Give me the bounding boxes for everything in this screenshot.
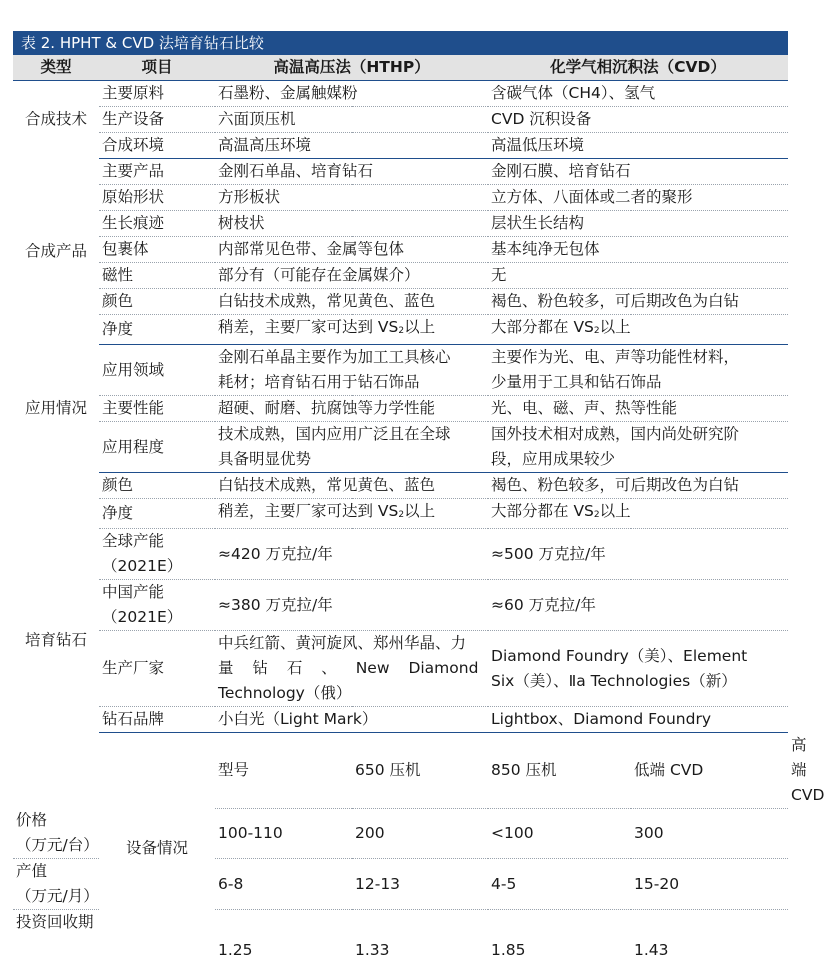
- table-row: [13, 133, 788, 159]
- item-label: 净度: [99, 499, 215, 529]
- item-label: 主要性能: [99, 396, 215, 422]
- table-row: [13, 159, 788, 185]
- table-row: [13, 107, 788, 133]
- table-row: [13, 211, 788, 237]
- hthp-value: 六面顶压机: [215, 107, 488, 133]
- cvd-value: 光、电、磁、声、热等性能: [488, 396, 788, 422]
- item-label: 生产设备: [99, 107, 215, 133]
- line: （2021E）: [102, 554, 215, 579]
- table-row: [13, 345, 788, 396]
- cvd-value: [488, 422, 788, 473]
- cvd-value: [488, 345, 788, 396]
- purity-text: 稍差，主要厂家可达到 VS: [218, 502, 398, 520]
- line: 中国产能: [102, 580, 215, 605]
- item-label: 型号: [215, 733, 352, 809]
- header-row: [13, 55, 788, 81]
- table-row: [13, 422, 788, 473]
- table-row: [13, 580, 788, 631]
- line: Six（美）、Ⅱa Technologies（新）: [491, 669, 788, 694]
- table-row: [13, 237, 788, 263]
- line: 价格: [16, 808, 99, 833]
- item-label: [13, 859, 99, 910]
- table-title: 表 2. HPHT & CVD 法培育钻石比较: [13, 31, 788, 55]
- price-value: 300: [631, 808, 788, 859]
- subscript: 2: [594, 326, 600, 336]
- cvd-value: [488, 315, 788, 345]
- hthp-value: 白钻技术成熟，常见黄色、蓝色: [215, 289, 488, 315]
- category-application: 应用情况: [13, 345, 99, 473]
- hthp-value: 金刚石单晶、培育钻石: [215, 159, 488, 185]
- price-value: 200: [352, 808, 488, 859]
- purity-text: 稍差，主要厂家可达到 VS: [218, 318, 398, 336]
- cvd-value: CVD 沉积设备: [488, 107, 788, 133]
- hthp-value: [215, 315, 488, 345]
- item-label: [99, 529, 215, 580]
- cvd-value: 无: [488, 263, 788, 289]
- table-row: [13, 315, 788, 345]
- output-value: 12-13: [352, 859, 488, 910]
- item-label: [13, 808, 99, 859]
- cvd-value: 层状生长结构: [488, 211, 788, 237]
- table-row: [13, 185, 788, 211]
- line: 技术成熟，国内应用广泛且在全球: [218, 422, 488, 447]
- hthp-value: 内部常见色带、金属等包体: [215, 237, 488, 263]
- subscript: 2: [594, 510, 600, 520]
- hthp-value: 方形板状: [215, 185, 488, 211]
- line: 中兵红箭、黄河旋风、郑州华晶、力: [218, 631, 488, 656]
- purity-text: 大部分都在 VS: [491, 502, 594, 520]
- table-row: [13, 707, 788, 733]
- line: 耗材；培育钻石用于钻石饰品: [218, 370, 488, 395]
- item-label: 主要产品: [99, 159, 215, 185]
- line: （2021E）: [102, 605, 215, 630]
- model-low-cvd: 低端 CVD: [631, 733, 788, 809]
- category-lab-diamond: 培育钻石: [13, 473, 99, 809]
- output-value: 15-20: [631, 859, 788, 910]
- line: 主要作为光、电、声等功能性材料，: [491, 345, 788, 370]
- hthp-value: 部分有（可能存在金属媒介）: [215, 263, 488, 289]
- line: 段，应用成果较少: [491, 447, 788, 472]
- item-label: 磁性: [99, 263, 215, 289]
- item-label: [99, 580, 215, 631]
- cvd-value: 含碳气体（CH4）、氢气: [488, 81, 788, 107]
- hthp-value: [215, 422, 488, 473]
- output-value: 6-8: [215, 859, 352, 910]
- purity-suffix: 以上: [600, 502, 631, 520]
- line: Diamond Foundry（美）、Element: [491, 644, 788, 669]
- item-label: 生产厂家: [99, 631, 215, 707]
- model-650: 650 压机: [352, 733, 488, 809]
- cvd-value: ≈500 万克拉/年: [488, 529, 788, 580]
- category-equipment: 设备情况: [99, 733, 215, 963]
- line: 全球产能: [102, 529, 215, 554]
- purity-suffix: 以上: [404, 318, 435, 336]
- cvd-value: 褐色、粉色较多，可后期改色为白钻: [488, 473, 788, 499]
- hthp-value: [215, 345, 488, 396]
- hthp-value: 小白光（Light Mark）: [215, 707, 488, 733]
- line: 少量用于工具和钻石饰品: [491, 370, 788, 395]
- line: （万元/月）: [16, 884, 99, 909]
- table-row: [13, 263, 788, 289]
- header-item: 项目: [99, 55, 215, 81]
- line: （万元/台）: [16, 833, 99, 858]
- table-row: 设备情况 型号 650 压机 850 压机 低端 CVD 高端 CVD: [13, 733, 788, 809]
- category-synthesis-product: 合成产品: [13, 159, 99, 345]
- line: 产值: [16, 859, 99, 884]
- table-row: [13, 499, 788, 529]
- item-label: 生长痕迹: [99, 211, 215, 237]
- item-label: 包裹体: [99, 237, 215, 263]
- payback-value: 1.85: [488, 910, 631, 963]
- table-row: [13, 473, 788, 499]
- payback-value: 1.43: [631, 910, 788, 963]
- item-label: 应用程度: [99, 422, 215, 473]
- hthp-value: [215, 631, 488, 707]
- hthp-value: 石墨粉、金属触媒粉: [215, 81, 488, 107]
- item-label: 应用领域: [99, 345, 215, 396]
- category-synthesis-tech: 合成技术: [13, 81, 99, 159]
- line: 金刚石单晶主要作为加工工具核心: [218, 345, 488, 370]
- payback-value: 1.25: [215, 910, 352, 963]
- purity-suffix: 以上: [600, 318, 631, 336]
- item-label: 原始形状: [99, 185, 215, 211]
- table-row: [13, 396, 788, 422]
- purity-suffix: 以上: [404, 502, 435, 520]
- purity-text: 大部分都在 VS: [491, 318, 594, 336]
- hthp-value: ≈380 万克拉/年: [215, 580, 488, 631]
- subscript: 2: [398, 510, 404, 520]
- cvd-value: 褐色、粉色较多，可后期改色为白钻: [488, 289, 788, 315]
- table-row: [13, 631, 788, 707]
- price-value: <100: [488, 808, 631, 859]
- line: 国外技术相对成熟，国内尚处研究阶: [491, 422, 788, 447]
- cvd-value: 金刚石膜、培育钻石: [488, 159, 788, 185]
- hthp-value: 超硬、耐磨、抗腐蚀等力学性能: [215, 396, 488, 422]
- header-cvd: 化学气相沉积法（CVD）: [488, 55, 788, 81]
- model-850: 850 压机: [488, 733, 631, 809]
- header-hthp: 高温高压法（HTHP）: [215, 55, 488, 81]
- comparison-table: [13, 55, 788, 963]
- table-row: [13, 289, 788, 315]
- cvd-value: 立方体、八面体或二者的聚形: [488, 185, 788, 211]
- price-value: 100-110: [215, 808, 352, 859]
- item-label: 主要原料: [99, 81, 215, 107]
- hthp-value: 白钻技术成熟，常见黄色、蓝色: [215, 473, 488, 499]
- hthp-value: ≈420 万克拉/年: [215, 529, 488, 580]
- subscript: 2: [398, 326, 404, 336]
- cvd-value: ≈60 万克拉/年: [488, 580, 788, 631]
- output-value: 4-5: [488, 859, 631, 910]
- cvd-value: Lightbox、Diamond Foundry: [488, 707, 788, 733]
- item-label: 钻石品牌: [99, 707, 215, 733]
- payback-value: 1.33: [352, 910, 488, 963]
- item-label: 净度: [99, 315, 215, 345]
- cvd-value: 高温低压环境: [488, 133, 788, 159]
- hthp-value: 树枝状: [215, 211, 488, 237]
- item-label: 颜色: [99, 289, 215, 315]
- cvd-value: 基本纯净无包体: [488, 237, 788, 263]
- table-row: [13, 529, 788, 580]
- cvd-value: [488, 631, 788, 707]
- hthp-value: 高温高压环境: [215, 133, 488, 159]
- item-label: 投资回收期: [13, 910, 99, 963]
- header-type: 类型: [13, 55, 99, 81]
- line: 具备明显优势: [218, 447, 488, 472]
- cvd-value: [488, 499, 788, 529]
- line: Technology（俄）: [218, 681, 488, 706]
- item-label: 合成环境: [99, 133, 215, 159]
- table-row: [13, 81, 788, 107]
- line: 量 钻 石 、 New Diamond: [218, 656, 488, 681]
- item-label: 颜色: [99, 473, 215, 499]
- hthp-value: [215, 499, 488, 529]
